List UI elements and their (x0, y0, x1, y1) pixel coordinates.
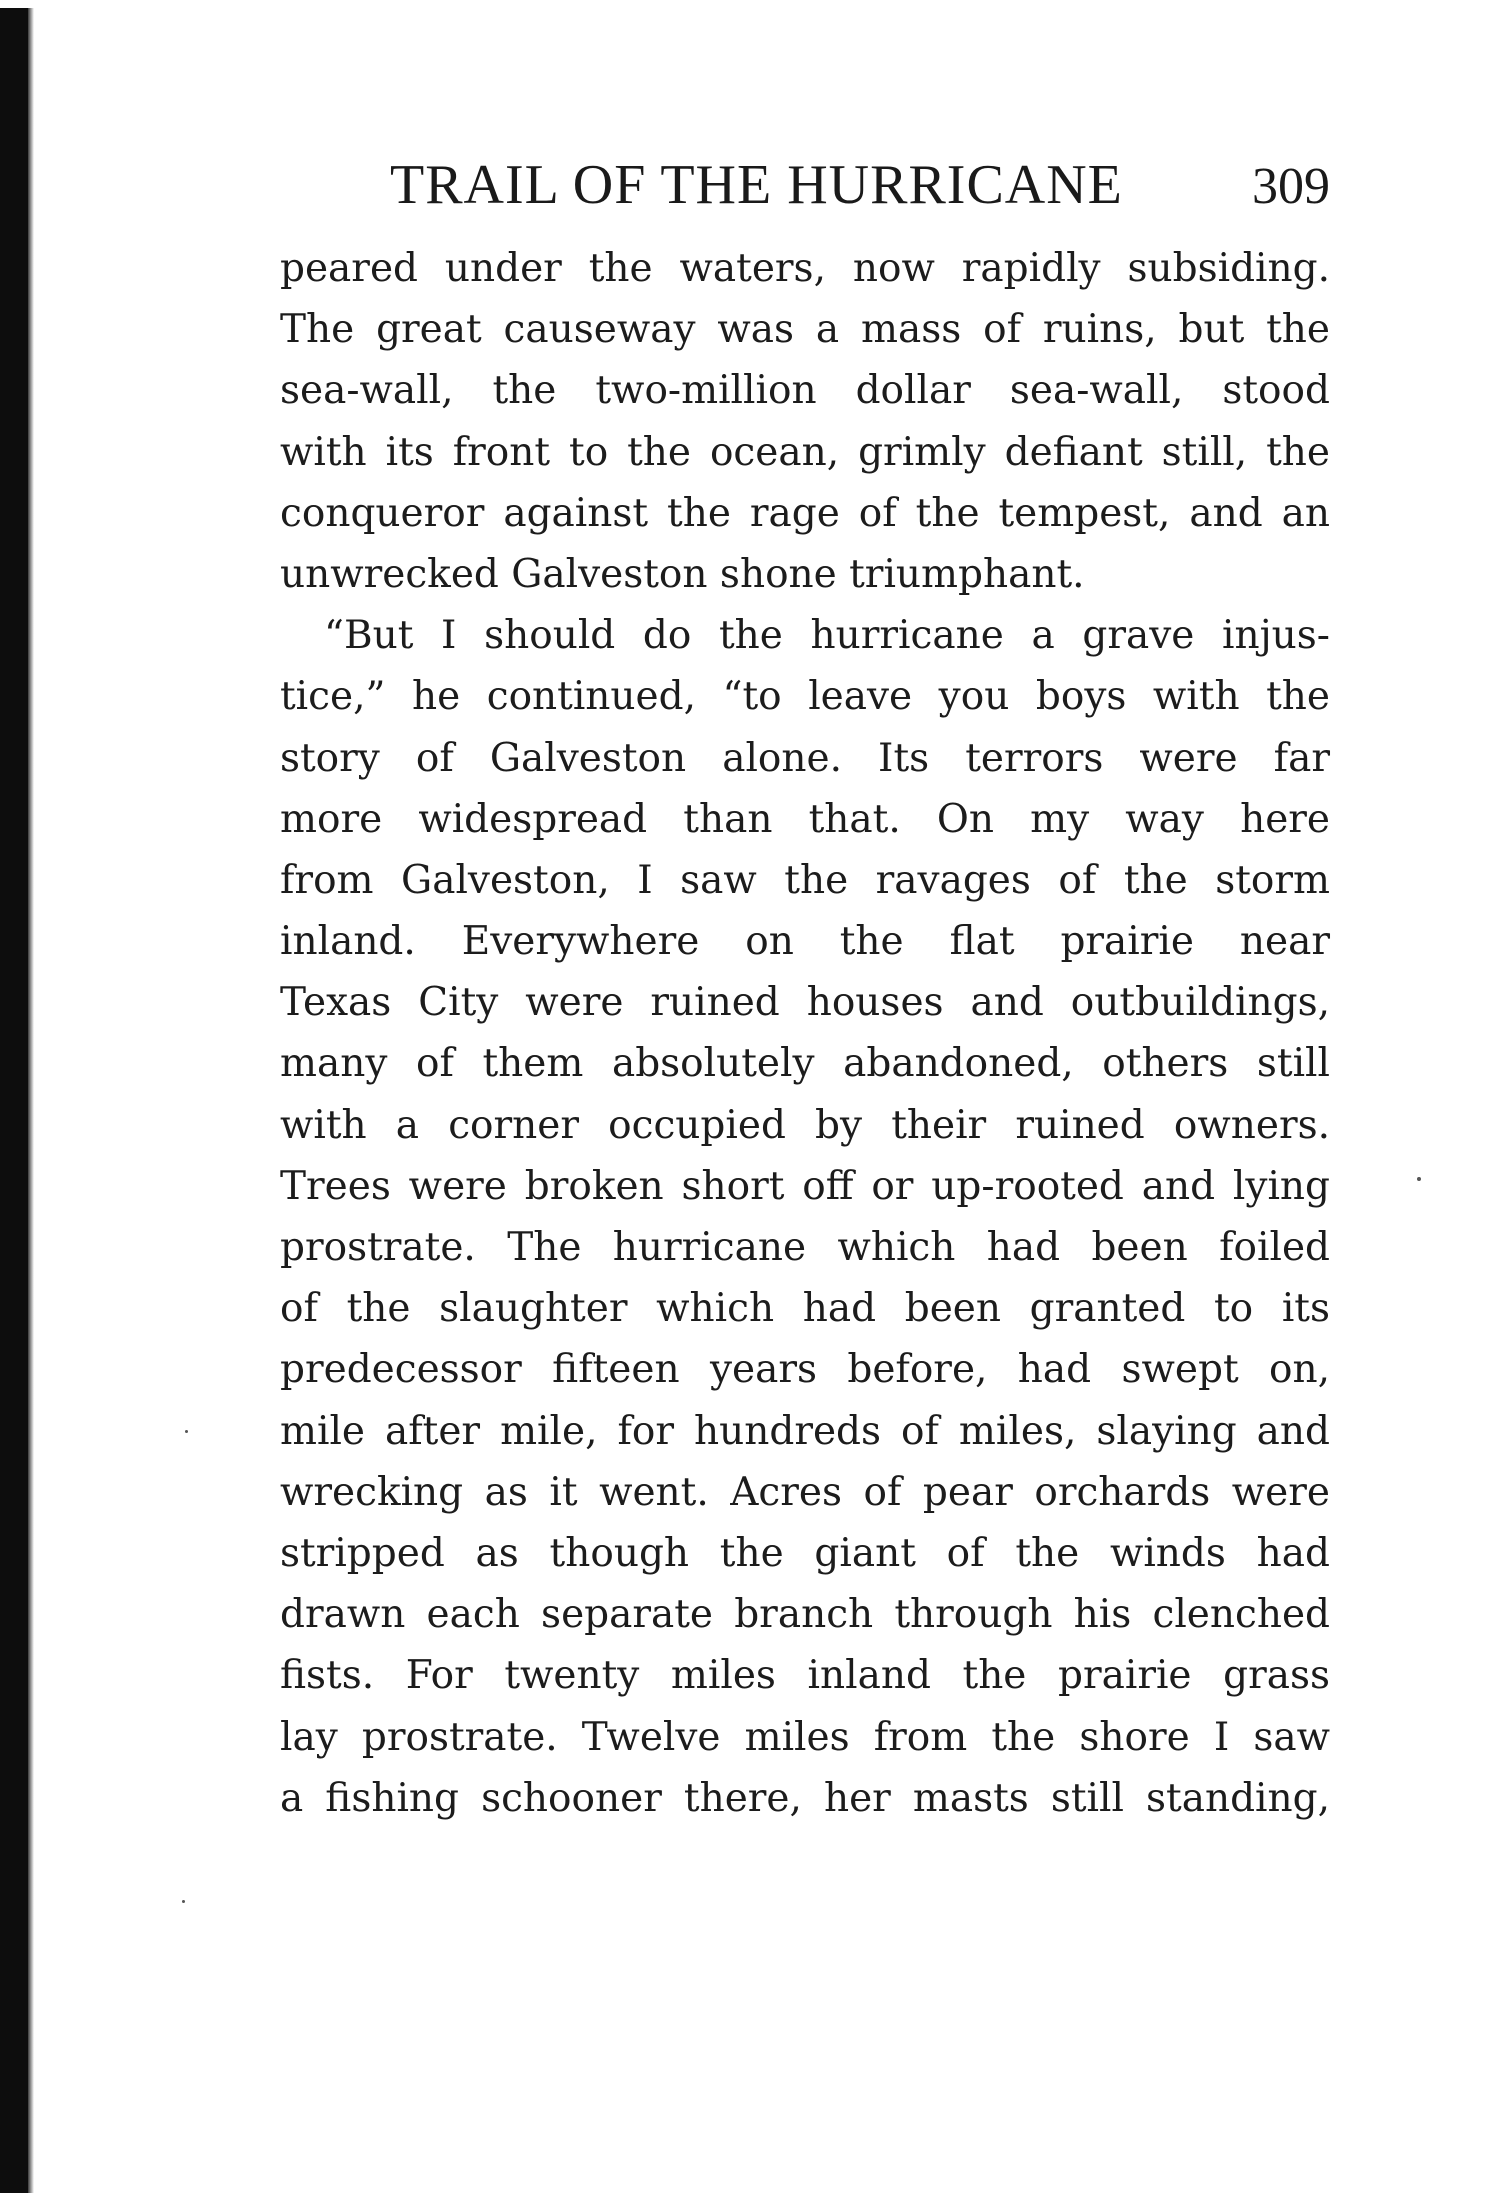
text-line: many of them absolutely abandoned, others still (280, 1041, 1330, 1087)
text-line: stripped as though the giant of the winds had (280, 1530, 1330, 1576)
text-line: unwrecked Galveston shone triumphant. (280, 551, 1085, 597)
text-line: Trees were broken short off or up-rooted and lying (280, 1163, 1330, 1209)
text-line: a fishing schooner there, her masts still standing, (280, 1775, 1330, 1821)
text-line: Texas City were ruined houses and outbuildings, (280, 980, 1330, 1026)
text-line: from Galveston, I saw the ravages of the storm (280, 857, 1330, 903)
text-line: lay prostrate. Twelve miles from the shore I saw (280, 1714, 1330, 1760)
text-line: conqueror against the rage of the tempest, and an (280, 490, 1330, 536)
text-line: predecessor fifteen years before, had swept on, (280, 1347, 1330, 1393)
text-line: inland. Everywhere on the flat prairie near (280, 919, 1330, 965)
text-line: fists. For twenty miles inland the prairie grass (280, 1653, 1330, 1699)
text-line: The great causeway was a mass of ruins, but the (280, 307, 1330, 353)
text-line: peared under the waters, now rapidly subsiding. (280, 246, 1330, 291)
book-spine-shadow (0, 8, 28, 2193)
text-line: wrecking as it went. Acres of pear orchards were (280, 1469, 1330, 1515)
body-text (280, 238, 1330, 1829)
paper-speck (185, 1430, 188, 1433)
text-line: with a corner occupied by their ruined owners. (280, 1102, 1330, 1148)
text-line: drawn each separate branch through his clenched (280, 1592, 1330, 1638)
text-line: of the slaughter which had been granted to its (280, 1286, 1330, 1332)
paper-speck (182, 1900, 185, 1903)
text-line: prostrate. The hurricane which had been foiled (280, 1225, 1330, 1270)
text-line: more widespread than that. On my way here (280, 796, 1330, 842)
book-spine-edge (28, 8, 34, 2193)
page-number: 309 (1252, 158, 1330, 215)
running-header: TRAIL OF THE HURRICANE (390, 154, 1123, 216)
text-line: story of Galveston alone. Its terrors were far (280, 735, 1330, 781)
text-line: “But I should do the hurricane a grave injus- (324, 613, 1330, 659)
text-line: with its front to the ocean, grimly defiant still, the (280, 429, 1330, 475)
text-line: tice,” he continued, “to leave you boys with the (280, 674, 1330, 720)
text-line: mile after mile, for hundreds of miles, slaying and (280, 1408, 1330, 1454)
paper-speck (1417, 1177, 1421, 1181)
text-line: sea-wall, the two-million dollar sea-wall, stood (280, 368, 1330, 414)
